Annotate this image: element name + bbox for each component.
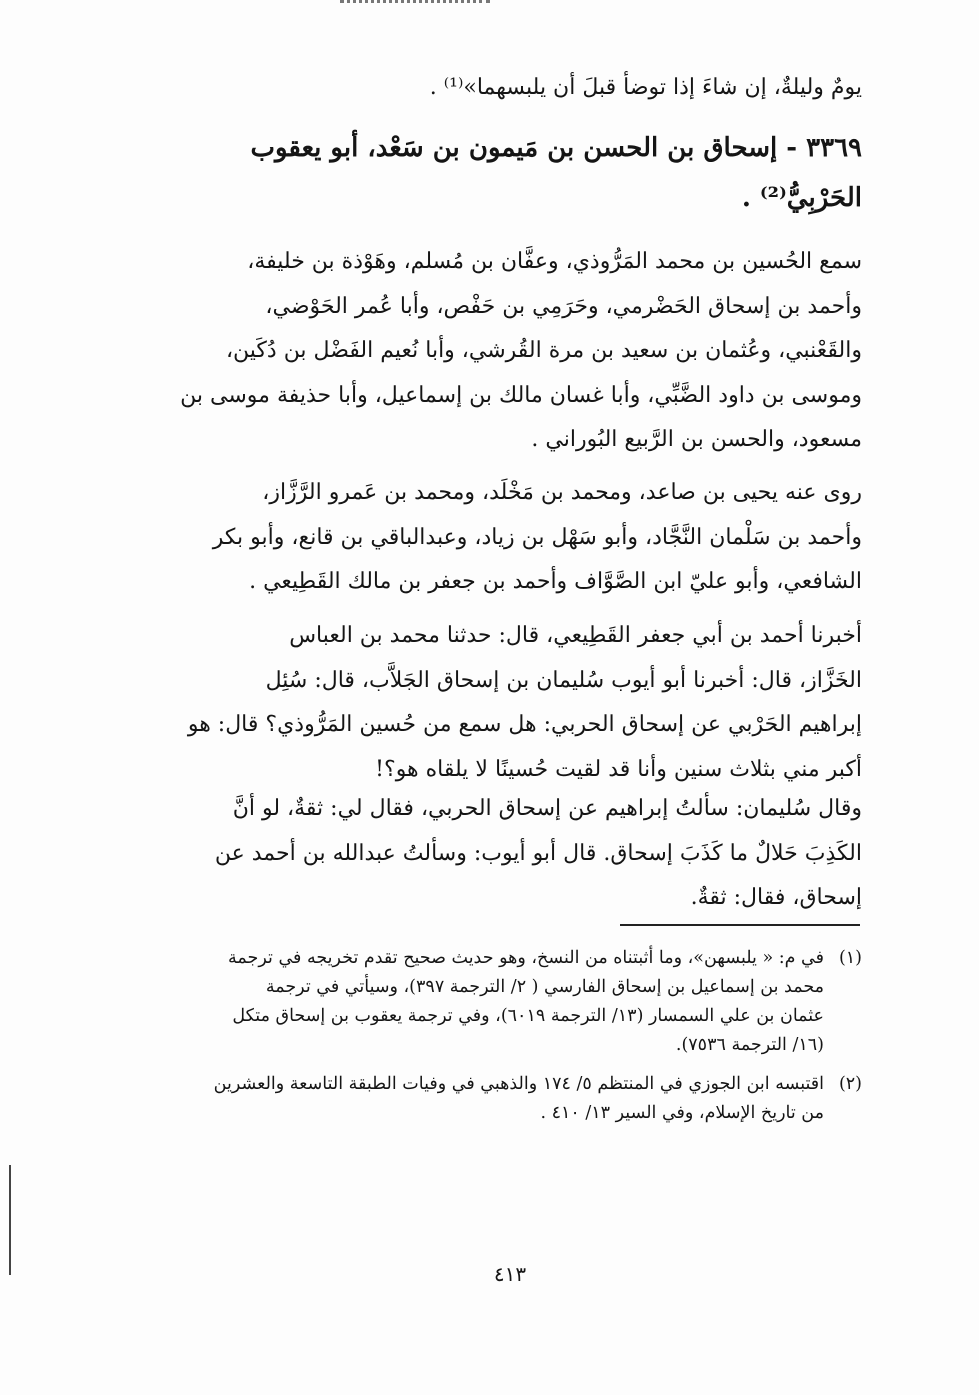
- entry-title-line: الحَرْبِيُّ⁽²⁾ .: [741, 183, 862, 213]
- footnote-first-line: [135, 944, 862, 973]
- footnotes: [135, 944, 862, 1138]
- entry-heading: [135, 123, 862, 223]
- entry-title-line: ٣٣٦٩ - إسحاق بن الحسن بن مَيمون بن سَعْد، أبو يعقوب: [250, 133, 862, 163]
- footnote-text: من تاريخ الإسلام، وفي السير ١٣/ ٤١٠ .: [540, 1103, 824, 1123]
- footnote-number: (١): [838, 948, 862, 968]
- text-line: الخَزَّاز، قال: أخبرنا أبو أيوب سُليمان بن إسحاق الجَلاَّب، قال: سُئِل: [265, 667, 862, 693]
- footnote-text: محمد بن إسماعيل بن إسحاق الفارسي ( ٢/ الترجمة ٣٩٧)، وسيأتي في ترجمة: [265, 977, 824, 997]
- footnote-text: عثمان بن علي السمسار (١٣/ الترجمة ٦٠١٩)، وفي ترجمة يعقوب بن إسحاق متكل: [232, 1006, 824, 1026]
- margin-rule: [9, 1165, 11, 1275]
- top-edge-mark: [340, 0, 490, 7]
- text-line: وقال سُليمان: سألتُ إبراهيم عن إسحاق الحربي، فقال لي: ثقةٌ، لو أنَّ: [232, 796, 862, 821]
- intro-line: يومٌ وليلةٌ، إن شاءَ إذا توضأ قبلَ أن يلبسهما»⁽¹⁾ .: [429, 75, 862, 100]
- footnote-text: اقتبسه ابن الجوزي في المنتظم ٥/ ١٧٤ والذهبي في وفيات الطبقة التاسعة والعشرين: [213, 1074, 824, 1094]
- text-line: أكبر مني بثلاث سنين وأنا قد لقيت حُسينًا لا يلقاه هو؟!: [375, 756, 862, 782]
- paragraph-students: [135, 471, 862, 605]
- footnote-text: في م: « يلبسهن»، وما أثبتناه من النسخ، وهو حديث صحيح تقدم تخريجه في ترجمة: [228, 948, 824, 968]
- text-line: مسعود، والحسن بن الرَّبيع البُوراني .: [531, 427, 862, 452]
- text-line: إسحاق، فقال: ثقةٌ.: [690, 885, 862, 910]
- continued-hadith-line: [135, 68, 862, 108]
- text-line: وموسى بن داود الضَّبِّي، وأبا غسان مالك بن إسماعيل، وأبا حذيفة موسى بن: [180, 382, 862, 408]
- text-line: وأحمد بن سَلْمان النَّجَّاد، وأبو سَهْل بن زياد، وعبدالباقي بن قانع، وأبو بكر: [212, 524, 862, 550]
- text-line: وأحمد بن إسحاق الحَضْرمي، وحَرَمِي بن حَفْص، وأبا عُمر الحَوْضي،: [265, 293, 862, 319]
- text-line: أخبرنا أحمد بن أبي جعفر القَطِيعي، قال: حدثنا محمد بن العباس: [289, 623, 862, 648]
- footnote-number: (٢): [838, 1074, 862, 1094]
- paragraph-report: [135, 614, 862, 792]
- paragraph-assessment: [135, 787, 862, 921]
- footnote: [135, 944, 862, 1060]
- footnote-separator: [620, 924, 860, 926]
- page-number: ٤١٣: [493, 1262, 527, 1286]
- text-line: والقَعْنبي، وعُثمان بن سعيد بن مرة القُرشي، وأبا نُعيم الفَضْل بن دُكَين،: [225, 338, 862, 363]
- text-line: سمع الحُسين بن محمد المَرُّوذي، وعفَّان بن مُسلم، وهَوْذة بن خليفة،: [247, 249, 862, 274]
- footnote-first-line: [135, 1070, 862, 1099]
- text-line: إبراهيم الحَرْبي عن إسحاق الحربي: هل سمع من حُسين المَرُّوذي؟ قال: هو: [187, 712, 862, 737]
- footnote-text: (١٦/ الترجمة ٧٥٣٦).: [675, 1035, 824, 1055]
- footnote: [135, 1070, 862, 1128]
- paragraph-teachers: [135, 240, 862, 463]
- text-line: روى عنه يحيى بن صاعد، ومحمد بن مَخْلَد، ومحمد بن عَمرو الرَّزَّاز،: [262, 480, 862, 505]
- text-line: الكَذِبَ حَلالٌ ما كَذَبَ إسحاق. قال أبو أيوب: وسألتُ عبدالله بن أحمد عن: [214, 840, 862, 866]
- text-line: الشافعي، وأبو عليّ ابن الصَّوَّاف وأحمد بن جعفر بن مالك القَطِيعي .: [249, 569, 862, 594]
